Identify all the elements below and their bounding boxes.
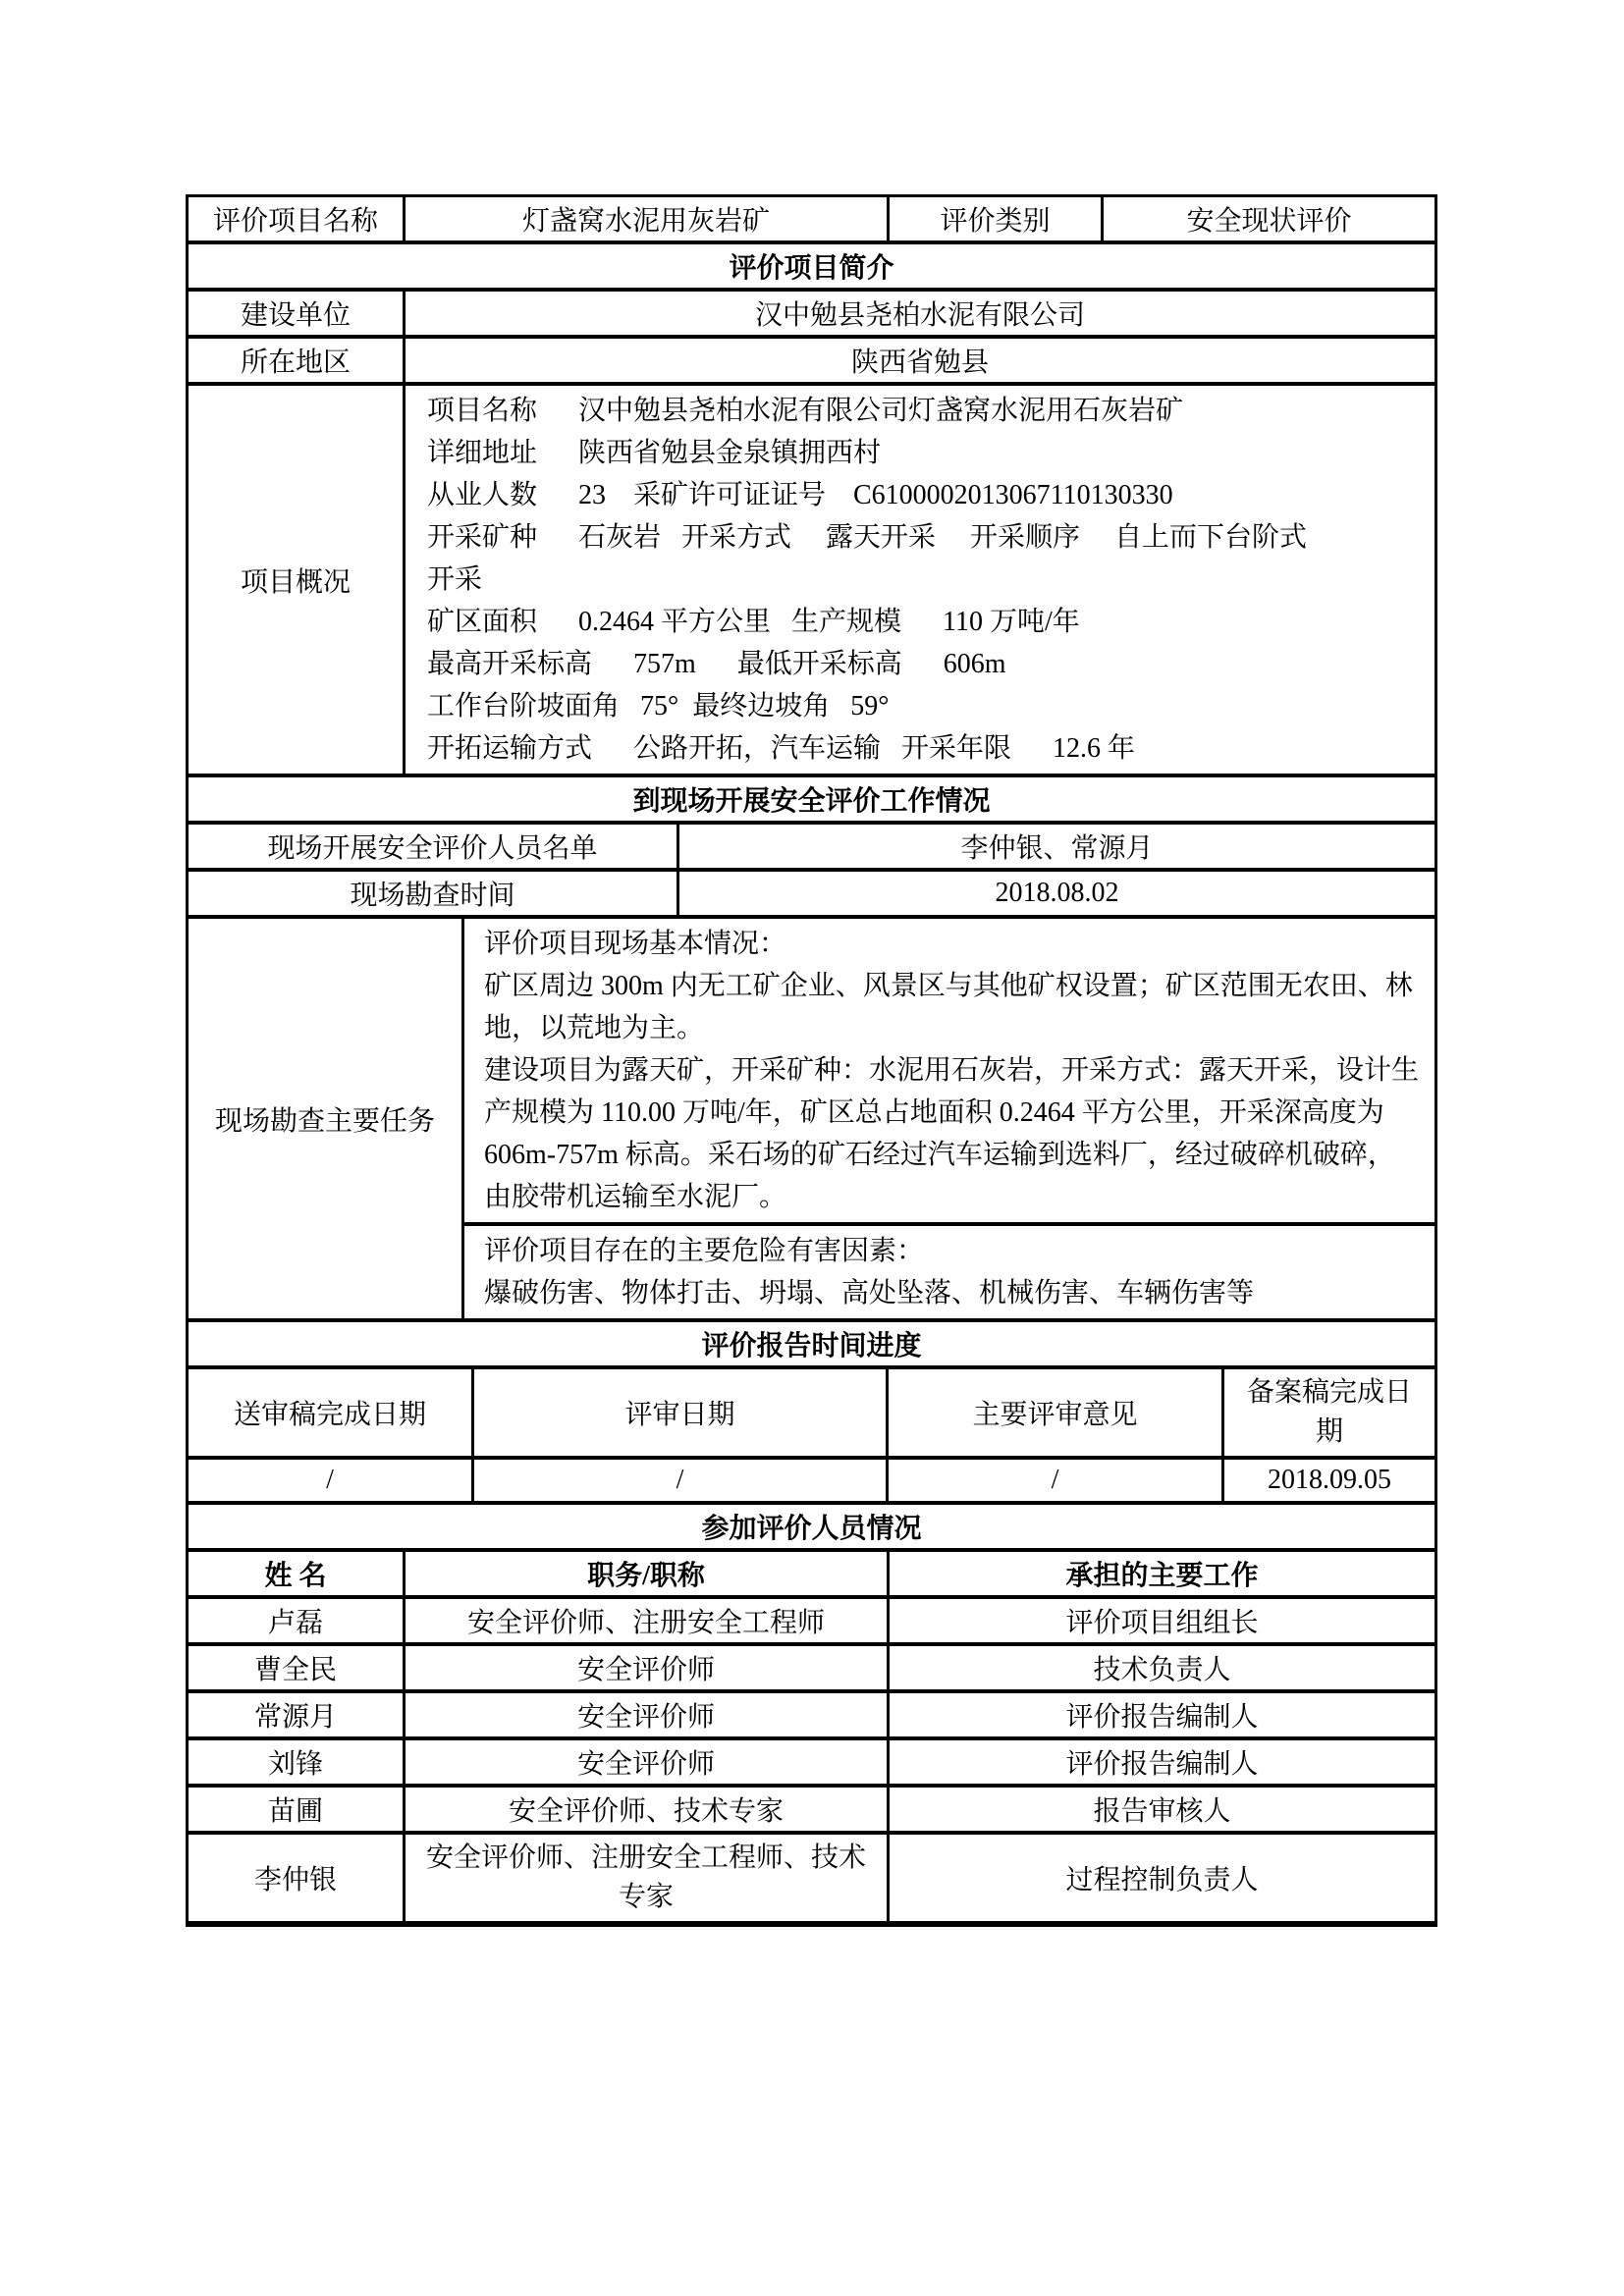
survey-time-value: 2018.08.02 xyxy=(677,872,1435,915)
project-overview-label: 项目概况 xyxy=(240,566,351,598)
table-row-person-6 xyxy=(189,1831,1435,1921)
row-people-headers xyxy=(189,1548,1435,1595)
person-title: 安全评价师、注册安全工程师、技术专家 xyxy=(403,1835,887,1921)
row-section-intro-title xyxy=(189,240,1435,288)
table-row-person-1 xyxy=(189,1595,1435,1642)
section-site-title: 到现场开展安全评价工作情况 xyxy=(632,786,991,817)
schedule-value-review-date: / xyxy=(471,1460,886,1501)
schedule-header-draft: 送审稿完成日期 xyxy=(233,1400,426,1430)
main-hazards: 评价项目存在的主要危险有害因素： 爆破伤害、物体打击、坍塌、高处坠落、机械伤害、车辆伤害等 xyxy=(464,1222,1435,1318)
row-schedule-values xyxy=(189,1456,1435,1501)
row-section-schedule-title xyxy=(189,1318,1435,1365)
builder-value: 汉中勉县尧柏水泥有限公司 xyxy=(403,292,1435,335)
region-label: 所在地区 xyxy=(240,347,351,378)
person-work: 报告审核人 xyxy=(887,1788,1435,1831)
site-staff-value: 李仲银、常源月 xyxy=(677,825,1435,868)
person-title: 安全评价师 xyxy=(403,1740,887,1784)
person-title: 安全评价师 xyxy=(403,1646,887,1689)
person-work: 评价报告编制人 xyxy=(887,1740,1435,1784)
eval-type-value: 安全现状评价 xyxy=(1101,197,1435,240)
person-name: 常源月 xyxy=(253,1702,337,1733)
builder-label: 建设单位 xyxy=(240,300,351,331)
section-intro-title: 评价项目简介 xyxy=(729,253,894,284)
person-work: 评价项目组组长 xyxy=(887,1599,1435,1642)
row-section-people-title xyxy=(189,1501,1435,1548)
person-name: 曹全民 xyxy=(253,1655,337,1685)
schedule-header-record-date: 备案稿完成日期 xyxy=(1221,1369,1435,1456)
people-header-title: 职务/职称 xyxy=(403,1552,887,1595)
schedule-header-review-opinion: 主要评审意见 xyxy=(886,1369,1221,1456)
row-schedule-headers xyxy=(189,1365,1435,1456)
person-title: 安全评价师 xyxy=(403,1693,887,1736)
people-header-name: 姓 名 xyxy=(264,1561,327,1591)
site-staff-label: 现场开展安全评价人员名单 xyxy=(267,833,598,864)
row-survey-task xyxy=(189,915,1435,1318)
section-people-title: 参加评价人员情况 xyxy=(701,1514,922,1544)
person-name: 卢磊 xyxy=(267,1608,323,1638)
evaluation-form-table xyxy=(186,194,1437,1927)
row-survey-time xyxy=(189,868,1435,915)
person-work: 技术负责人 xyxy=(887,1646,1435,1689)
table-row-person-2 xyxy=(189,1642,1435,1689)
project-overview-content: 项目名称 汉中勉县尧柏水泥有限公司灯盏窝水泥用石灰岩矿 详细地址 陕西省勉县金泉镇拥西村 从业人数 23 采矿许可证证号 C6100002013067110130330 开采矿种 石灰岩 开采方式 露天开采 开采顺序 自上而下台阶式 开采 矿区面积 0.2464 平方公里 生产规模 110 万吨/年 最高开采标高 757m 最低开采标高 606m 工作台阶坡面角 75° 最终边坡角 59° 开拓运输方式 公路开拓，汽车运输 开采年限 12.6 年 xyxy=(403,386,1435,774)
person-work: 过程控制负责人 xyxy=(887,1835,1435,1921)
table-row-person-5 xyxy=(189,1784,1435,1831)
survey-time-label: 现场勘查时间 xyxy=(350,881,515,911)
person-work: 评价报告编制人 xyxy=(887,1693,1435,1736)
person-name: 苗圃 xyxy=(267,1796,323,1827)
schedule-value-draft: / xyxy=(326,1465,334,1495)
eval-type-label: 评价类别 xyxy=(887,197,1101,240)
row-site-staff xyxy=(189,821,1435,868)
row-section-site-title xyxy=(189,774,1435,821)
survey-task-content xyxy=(461,919,1435,1318)
schedule-value-review-opinion: / xyxy=(886,1460,1221,1501)
row-project-title xyxy=(189,197,1435,240)
survey-task-label: 现场勘查主要任务 xyxy=(214,1105,435,1137)
table-row-person-3 xyxy=(189,1689,1435,1736)
person-title: 安全评价师、技术专家 xyxy=(403,1788,887,1831)
region-value: 陕西省勉县 xyxy=(403,339,1435,382)
schedule-value-record-date: 2018.09.05 xyxy=(1221,1460,1435,1501)
schedule-header-review-date: 评审日期 xyxy=(471,1369,886,1456)
project-name-value: 灯盏窝水泥用灰岩矿 xyxy=(403,197,887,240)
section-schedule-title: 评价报告时间进度 xyxy=(701,1331,922,1362)
person-name: 李仲银 xyxy=(253,1865,337,1896)
person-title: 安全评价师、注册安全工程师 xyxy=(403,1599,887,1642)
row-region xyxy=(189,335,1435,382)
site-basic-info: 评价项目现场基本情况： 矿区周边 300m 内无工矿企业、风景区与其他矿权设置；矿区范围无农田、林 地，以荒地为主。 建设项目为露天矿，开采矿种：水泥用石灰岩，开采方式：露天开采，设计生 产规模为 110.00 万吨/年，矿区总占地面积 0.2464 平方公里，开采深高度为 606m-757m 标高。采石场的矿石经过汽车运输到选料厂，经过破碎机破碎， 由胶带机运输至水泥厂。 xyxy=(484,929,1420,1212)
table-row-person-4 xyxy=(189,1736,1435,1784)
people-header-work: 承担的主要工作 xyxy=(887,1552,1435,1595)
row-builder xyxy=(189,288,1435,335)
row-project-overview xyxy=(189,382,1435,774)
project-name-label: 评价项目名称 xyxy=(212,206,378,237)
person-name: 刘锋 xyxy=(267,1749,323,1780)
